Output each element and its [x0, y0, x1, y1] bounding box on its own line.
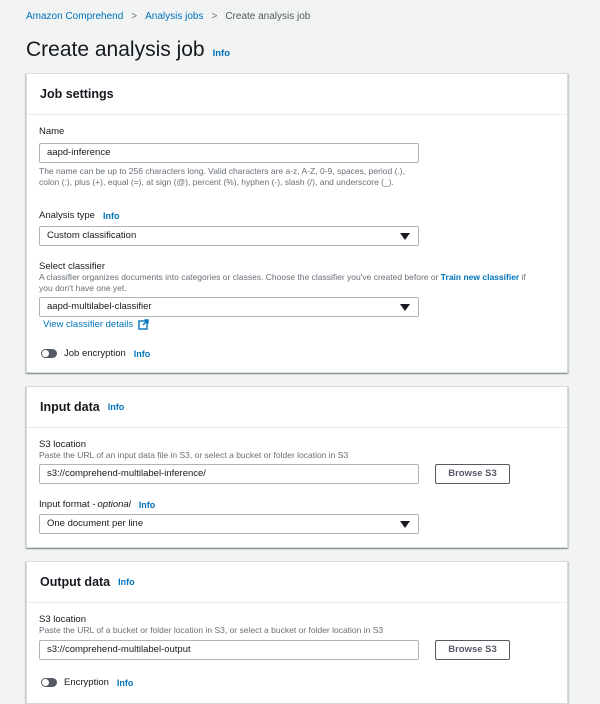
input-format-label: Input format - [39, 499, 96, 510]
train-new-classifier-link[interactable]: Train new classifier [440, 272, 520, 282]
input-s3-description: Paste the URL of an input data file in S3, or select a bucket or folder location in S3 [39, 450, 349, 460]
classifier-desc-text-end: if you don't have one yet. [39, 272, 526, 293]
caret-down-icon [400, 233, 410, 240]
breadcrumb-current: Create analysis job [225, 11, 311, 22]
output-s3-description: Paste the URL of a bucket or folder location in S3, or select a bucket or folder location in S3 [39, 625, 384, 635]
input-data-info-link[interactable]: Info [107, 402, 125, 412]
input-format-label-row [39, 499, 155, 510]
input-format-select[interactable] [39, 514, 419, 534]
name-label: Name [39, 126, 65, 137]
job-encryption-toggle[interactable] [41, 349, 57, 358]
output-data-panel [26, 561, 568, 704]
classifier-label: Select classifier [39, 261, 105, 272]
caret-down-icon [400, 304, 410, 311]
breadcrumb-separator: > [131, 11, 138, 22]
output-data-info-link[interactable]: Info [118, 577, 135, 587]
page-info-link[interactable]: Info [212, 48, 231, 59]
input-s3-location-input[interactable]: s3://comprehend-multilabel-inference/ [39, 464, 419, 484]
output-data-header [27, 562, 567, 603]
toggle-knob [42, 679, 49, 686]
page-title: Create analysis job [26, 38, 205, 61]
input-format-optional: optional [97, 499, 131, 510]
output-s3-label: S3 location [39, 614, 87, 625]
analysis-type-label-row [39, 210, 119, 221]
output-encryption-toggle-row [41, 677, 133, 688]
job-settings-panel [26, 73, 568, 373]
name-input[interactable]: aapd-inference [39, 143, 419, 163]
caret-down-icon [400, 521, 410, 528]
job-settings-header [27, 74, 567, 115]
output-encryption-label: Encryption [64, 677, 109, 688]
name-help-text: The name can be up to 256 characters long. Valid characters are a-z, A-Z, 0-9, spaces, period (.), colon (:), plus (+), equal (=), at sign (@), percent (%), hyphen (-), slash (/), and underscore (_). [39, 166, 405, 187]
classifier-desc-text: A classifier organizes documents into categories or classes. Choose the classifier you've created before or [39, 272, 441, 282]
classifier-value: aapd-multilabel-classifier [47, 301, 152, 312]
job-encryption-toggle-row [41, 348, 150, 359]
analysis-type-label: Analysis type [39, 210, 95, 221]
input-browse-s3-button[interactable]: Browse S3 [435, 464, 510, 484]
input-format-info-link[interactable]: Info [138, 499, 156, 510]
breadcrumb [26, 11, 310, 22]
view-details-label: View classifier details [43, 319, 134, 330]
job-encryption-info-link[interactable]: Info [133, 348, 151, 359]
page-title-row [26, 38, 230, 62]
output-encryption-info-link[interactable]: Info [116, 677, 134, 688]
toggle-knob [42, 350, 49, 357]
output-browse-s3-button[interactable]: Browse S3 [435, 640, 510, 660]
breadcrumb-amazon-comprehend[interactable]: Amazon Comprehend [26, 11, 124, 22]
output-encryption-toggle[interactable] [41, 678, 57, 687]
job-settings-title: Job settings [40, 87, 114, 101]
classifier-description [39, 272, 539, 293]
analysis-type-value: Custom classification [47, 230, 137, 241]
input-format-value: One document per line [47, 518, 144, 529]
job-encryption-label: Job encryption [64, 348, 126, 359]
input-data-header [27, 387, 567, 428]
external-link-icon [138, 319, 149, 330]
view-classifier-details-link[interactable] [43, 319, 149, 330]
breadcrumb-analysis-jobs[interactable]: Analysis jobs [145, 11, 204, 22]
classifier-select[interactable] [39, 297, 419, 317]
output-s3-location-input[interactable]: s3://comprehend-multilabel-output [39, 640, 419, 660]
input-s3-label: S3 location [39, 439, 87, 450]
input-data-panel [26, 386, 568, 548]
input-data-title: Input data [40, 400, 100, 414]
analysis-type-select[interactable] [39, 226, 419, 246]
output-data-title: Output data [40, 575, 111, 589]
breadcrumb-separator: > [211, 11, 218, 22]
analysis-type-info-link[interactable]: Info [102, 210, 120, 221]
